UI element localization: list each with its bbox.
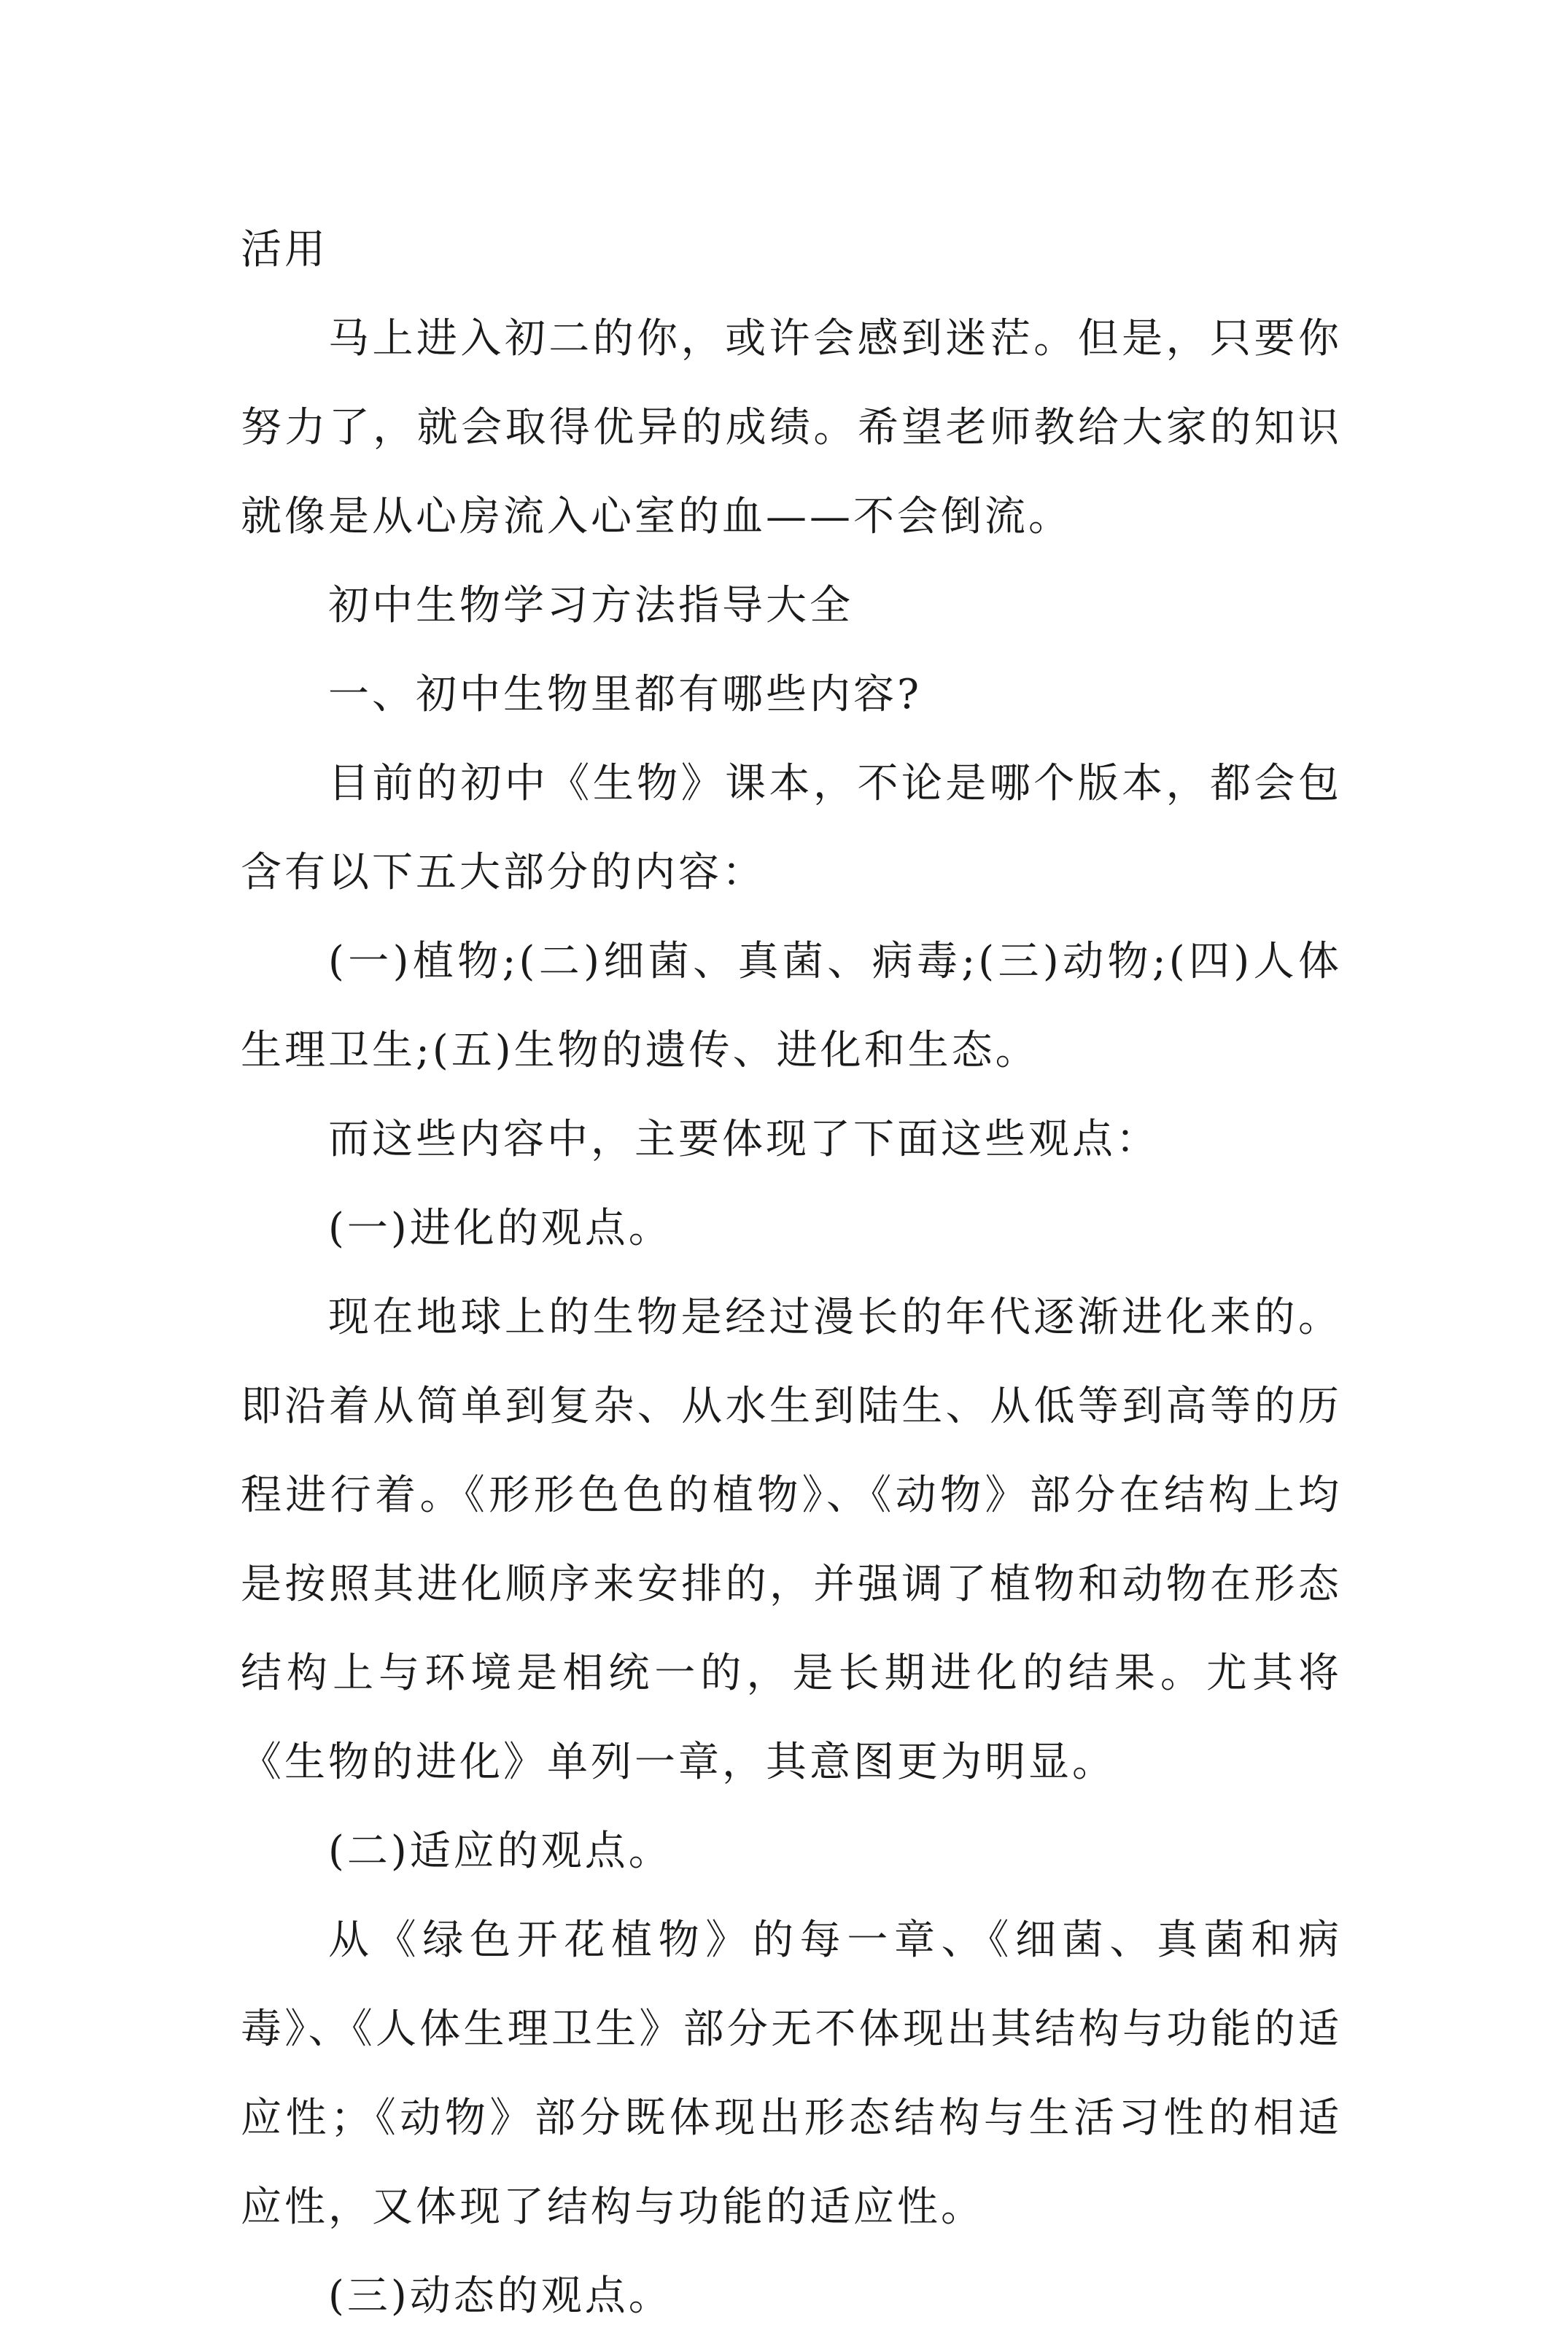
paragraph-intro: 马上进入初二的你，或许会感到迷茫。但是，只要你努力了，就会取得优异的成绩。希望老师教给大家的知识就像是从心房流入心室的血——不会倒流。 (241, 315, 1342, 540)
document-body (241, 206, 1342, 2341)
paragraph-viewpoints: 而这些内容中，主要体现了下面这些观点： (328, 1116, 1160, 1163)
heading-evolution: (一)进化的观点。 (328, 1205, 672, 1252)
paragraph-textbook-content: 目前的初中《生物》课本，不论是哪个版本，都会包含有以下五大部分的内容： (241, 760, 1342, 896)
paragraph-evolution: 现在地球上的生物是经过漫长的年代逐渐进化来的。即沿着从简单到复杂、从水生到陆生、从低等到高等的历程进行着。《形形色色的植物》、《动物》部分在结构上均是按照其进化顺序来安排的，并强调了植物和动物在形态结构上与环境是相统一的，是长期进化的结果。尤其将《生物的进化》单列一章，其意图更为明显。 (241, 1294, 1342, 1786)
heading-question-1: 一、初中生物里都有哪些内容? (328, 671, 923, 718)
heading-adaptation: (二)适应的观点。 (328, 1828, 672, 1875)
paragraph-adaptation: 从《绿色开花植物》的每一章、《细菌、真菌和病毒》、《人体生理卫生》部分无不体现出其结构与功能的适应性；《动物》部分既体现出形态结构与生活习性的相适应性，又体现了结构与功能的适应性。 (241, 1917, 1342, 2231)
paragraph-five-parts: (一)植物;(二)细菌、真菌、病毒;(三)动物;(四)人体生理卫生;(五)生物的遗传、进化和生态。 (241, 938, 1342, 1074)
heading-dynamic: (三)动态的观点。 (328, 2272, 672, 2320)
section-title: 初中生物学习方法指导大全 (328, 582, 853, 629)
paragraph-continuation: 活用 (241, 226, 328, 273)
